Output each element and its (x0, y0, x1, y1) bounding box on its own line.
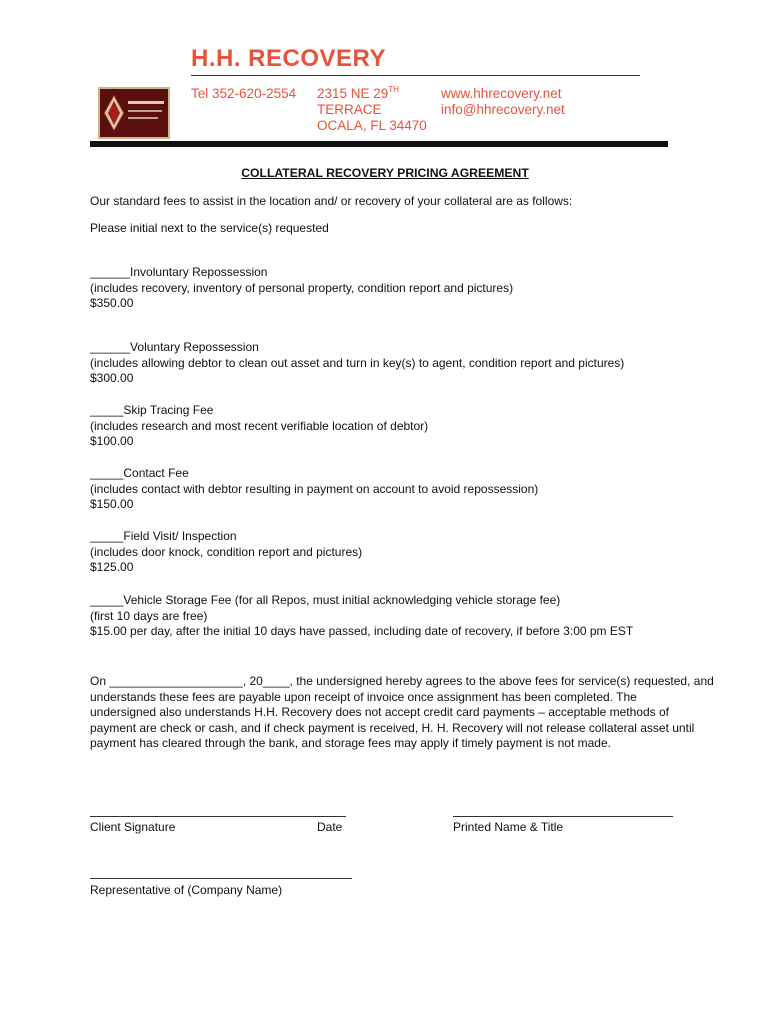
service-voluntary-repossession (90, 340, 624, 387)
initial-blank[interactable]: _____ (90, 466, 124, 480)
service-price: $150.00 (90, 497, 134, 512)
service-involuntary-repossession (90, 265, 513, 312)
intro-text: Our standard fees to assist in the location and/ or recovery of your collateral are as follows: (90, 194, 573, 208)
tel-label: Tel (191, 86, 209, 101)
logo-emblem-icon (100, 89, 168, 137)
initial-blank[interactable]: ______ (90, 340, 131, 354)
date-label: Date (317, 820, 343, 834)
website-link[interactable]: www.hhrecovery.net (441, 86, 562, 101)
representative-line[interactable] (90, 878, 352, 879)
header-thick-rule (90, 141, 668, 147)
printed-name-label: Printed Name & Title (453, 820, 564, 834)
service-vehicle-storage (90, 593, 633, 640)
address-line-2: TERRACE (317, 102, 382, 117)
service-field-visit (90, 529, 362, 576)
document-title: COLLATERAL RECOVERY PRICING AGREEMENT (241, 166, 529, 180)
agreement-paragraph (90, 674, 714, 752)
address-line-3: OCALA, FL 34470 (317, 118, 427, 133)
initial-blank[interactable]: _____ (90, 403, 124, 417)
service-details: (first 10 days are free) (90, 608, 208, 623)
email-link[interactable]: info@hhrecovery.net (441, 102, 565, 117)
contact-block (441, 86, 565, 118)
printed-name-line[interactable] (453, 816, 673, 817)
service-price: $300.00 (90, 371, 134, 386)
client-signature-line[interactable] (90, 816, 346, 817)
service-details: (includes contact with debtor resulting in payment on account to avoid repossession) (90, 481, 539, 496)
service-name: Skip Tracing Fee (123, 403, 214, 417)
phone-block (191, 86, 296, 102)
service-price: $350.00 (90, 296, 134, 311)
service-name: Involuntary Repossession (130, 265, 268, 279)
instruction-text: Please initial next to the service(s) requested (90, 221, 329, 235)
agreement-line: payment are check or cash, and if check payment is received, H. H. Recovery will not release collateral asset until (90, 720, 695, 735)
service-details: (includes allowing debtor to clean out asset and turn in key(s) to agent, condition report and pictures) (90, 355, 625, 370)
service-details: (includes recovery, inventory of personal property, condition report and pictures) (90, 280, 514, 295)
address-line-1: 2315 NE 29 (317, 86, 389, 101)
address-ordinal: TH (388, 85, 399, 94)
representative-label: Representative of (Company Name) (90, 883, 283, 897)
client-signature-label: Client Signature (90, 820, 176, 834)
service-price: $100.00 (90, 434, 134, 449)
initial-blank[interactable]: _____ (90, 593, 124, 607)
service-price: $125.00 (90, 560, 134, 575)
agreement-line: undersigned also understands H.H. Recovery does not accept credit card payments – acceptable methods of (90, 705, 669, 720)
service-details: (includes research and most recent verifiable location of debtor) (90, 418, 429, 433)
agreement-line: understands these fees are payable upon receipt of invoice once assignment has been completed. The (90, 689, 637, 704)
agreement-line: On ____________________, 20____, the undersigned hereby agrees to the above fees for service(s) requested, and (90, 674, 714, 688)
service-name: Voluntary Repossession (130, 340, 259, 354)
header-rule (191, 75, 640, 76)
tel-number: 352-620-2554 (212, 86, 297, 101)
service-name: Field Visit/ Inspection (123, 529, 237, 543)
service-name: Contact Fee (123, 466, 189, 480)
service-name: Vehicle Storage Fee (for all Repos, must initial acknowledging vehicle storage fee) (123, 593, 561, 607)
address-block (317, 86, 427, 134)
company-name: H.H. RECOVERY (191, 45, 386, 72)
company-logo (98, 87, 170, 139)
service-contact-fee (90, 466, 538, 513)
agreement-line: payment has cleared through the bank, and storage fees may apply if timely payment is not made. (90, 736, 611, 751)
service-skip-tracing (90, 403, 428, 450)
initial-blank[interactable]: ______ (90, 265, 131, 279)
service-details: (includes door knock, condition report and pictures) (90, 544, 363, 559)
service-price: $15.00 per day, after the initial 10 days have passed, including date of recovery, if before 3:00 pm EST (90, 624, 634, 639)
initial-blank[interactable]: _____ (90, 529, 124, 543)
